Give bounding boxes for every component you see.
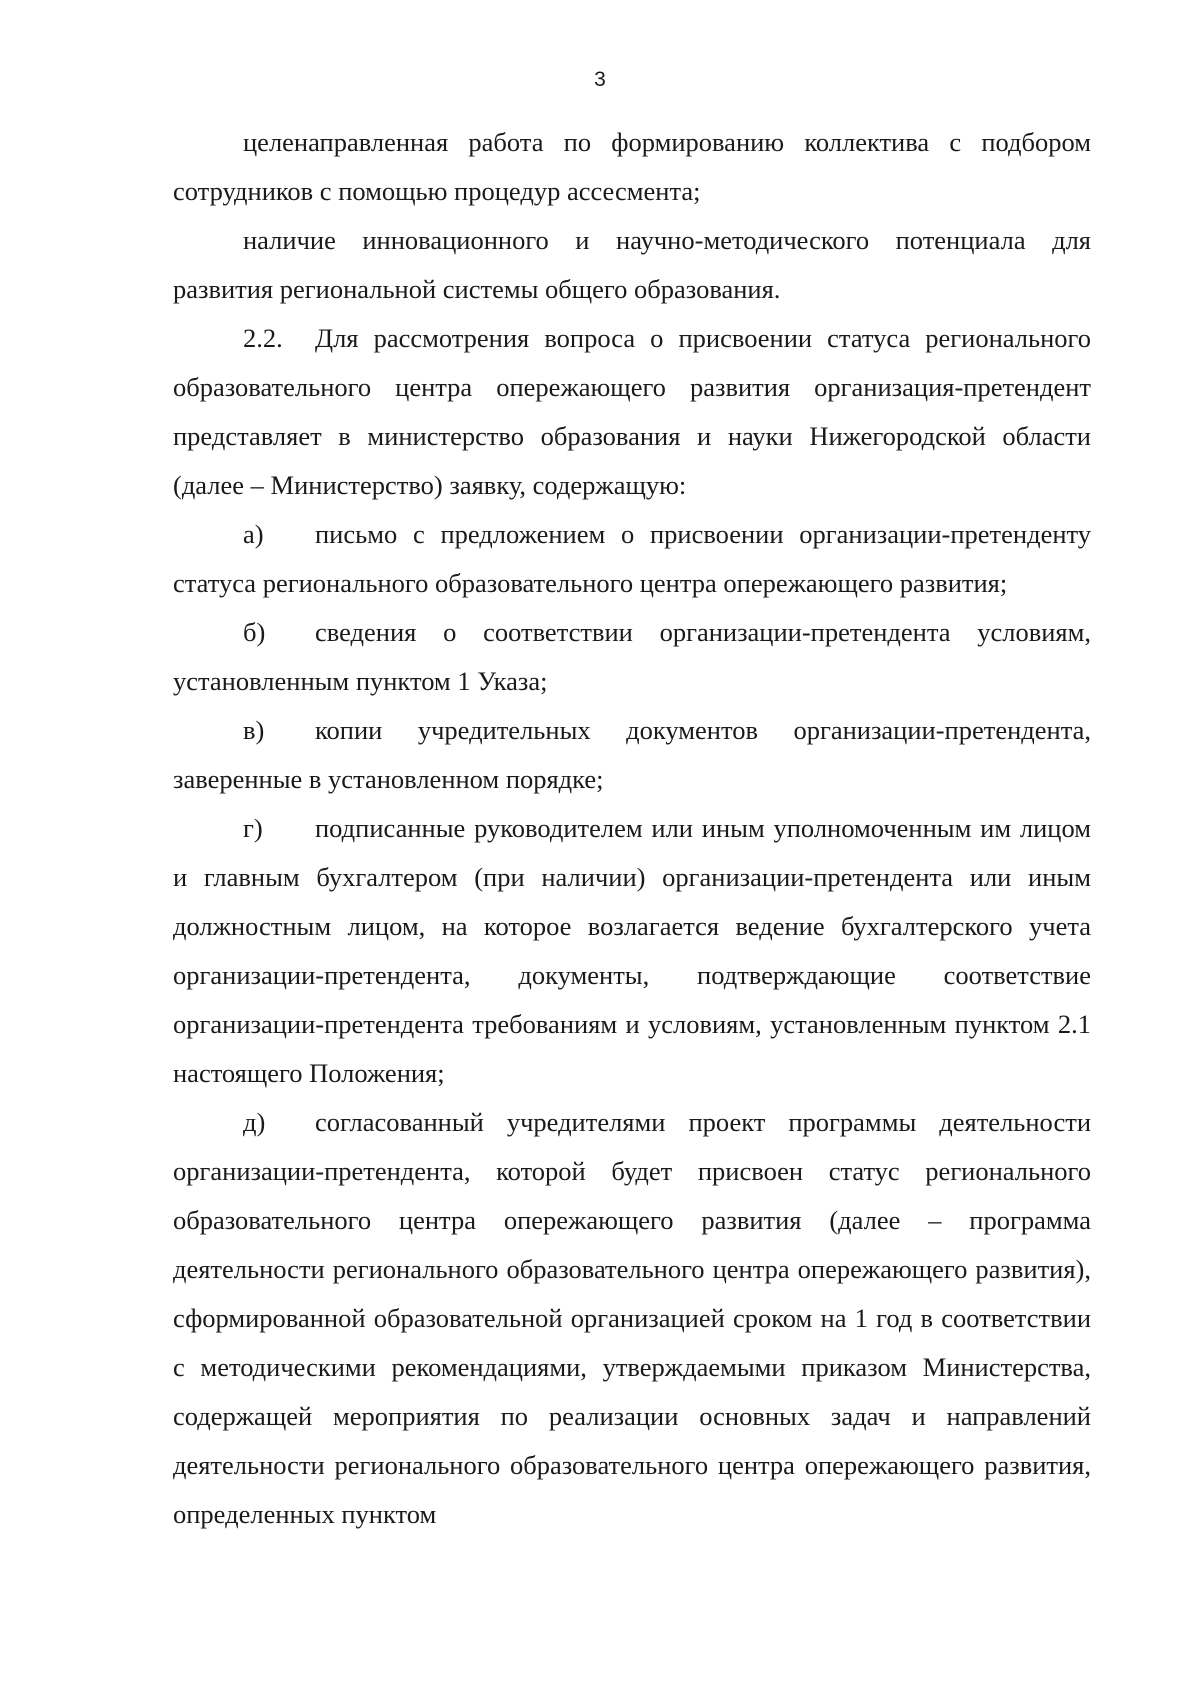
document-body — [173, 118, 1091, 1539]
list-item-text: письмо с предложением о присвоении организации-претенденту статуса регионального образовательного центра опережающего развития; — [173, 519, 1091, 598]
list-item-text: сведения о соответствии организации-претендента условиям, установленным пунктом 1 Указа; — [173, 617, 1091, 696]
list-item-d — [173, 1098, 1091, 1539]
list-item-b — [173, 608, 1091, 706]
paragraph-text: наличие инновационного и научно-методического потенциала для развития региональной системы общего образования. — [173, 225, 1091, 304]
paragraph-marker: 2.2. — [243, 323, 283, 353]
list-item-marker: д) — [243, 1107, 266, 1137]
paragraph-team-building — [173, 118, 1091, 216]
list-item-g — [173, 804, 1091, 1098]
paragraph-innovation-potential — [173, 216, 1091, 314]
page-number: 3 — [594, 68, 606, 91]
paragraph-2-2 — [173, 314, 1091, 510]
list-item-text: согласованный учредителями проект программы деятельности организации-претендента, которой будет присвоен статус регионального образовательного центра опережающего развития (далее – программа деятельности регионального образовательного центра опережающего развития), сформированной образовательной организацией сроком на 1 год в соответствии с методическими рекомендациями, утверждаемыми приказом Министерства, содержащей мероприятия по реализации основных задач и направлений деятельности регионального образовательного центра опережающего развития, определенных пунктом — [173, 1107, 1091, 1529]
list-item-text: подписанные руководителем или иным уполномоченным им лицом и главным бухгалтером (при наличии) организации-претендента или иным должностным лицом, на которое возлагается ведение бухгалтерского учета организации-претендента, документы, подтверждающие соответствие организации-претендента требованиям и условиям, установленным пунктом 2.1 настоящего Положения; — [173, 813, 1091, 1088]
list-item-a — [173, 510, 1091, 608]
paragraph-text: Для рассмотрения вопроса о присвоении статуса регионального образовательного центра опережающего развития организация-претендент представляет в министерство образования и науки Нижегородской области (далее – Министерство) заявку, содержащую: — [173, 323, 1091, 500]
list-item-v — [173, 706, 1091, 804]
paragraph-text: целенаправленная работа по формированию коллектива с подбором сотрудников с помощью процедур ассесмента; — [173, 127, 1091, 206]
list-item-marker: б) — [243, 617, 266, 647]
list-item-marker: в) — [243, 715, 265, 745]
list-item-text: копии учредительных документов организации-претендента, заверенные в установленном порядке; — [173, 715, 1091, 794]
list-item-marker: г) — [243, 813, 263, 843]
list-item-marker: а) — [243, 519, 264, 549]
